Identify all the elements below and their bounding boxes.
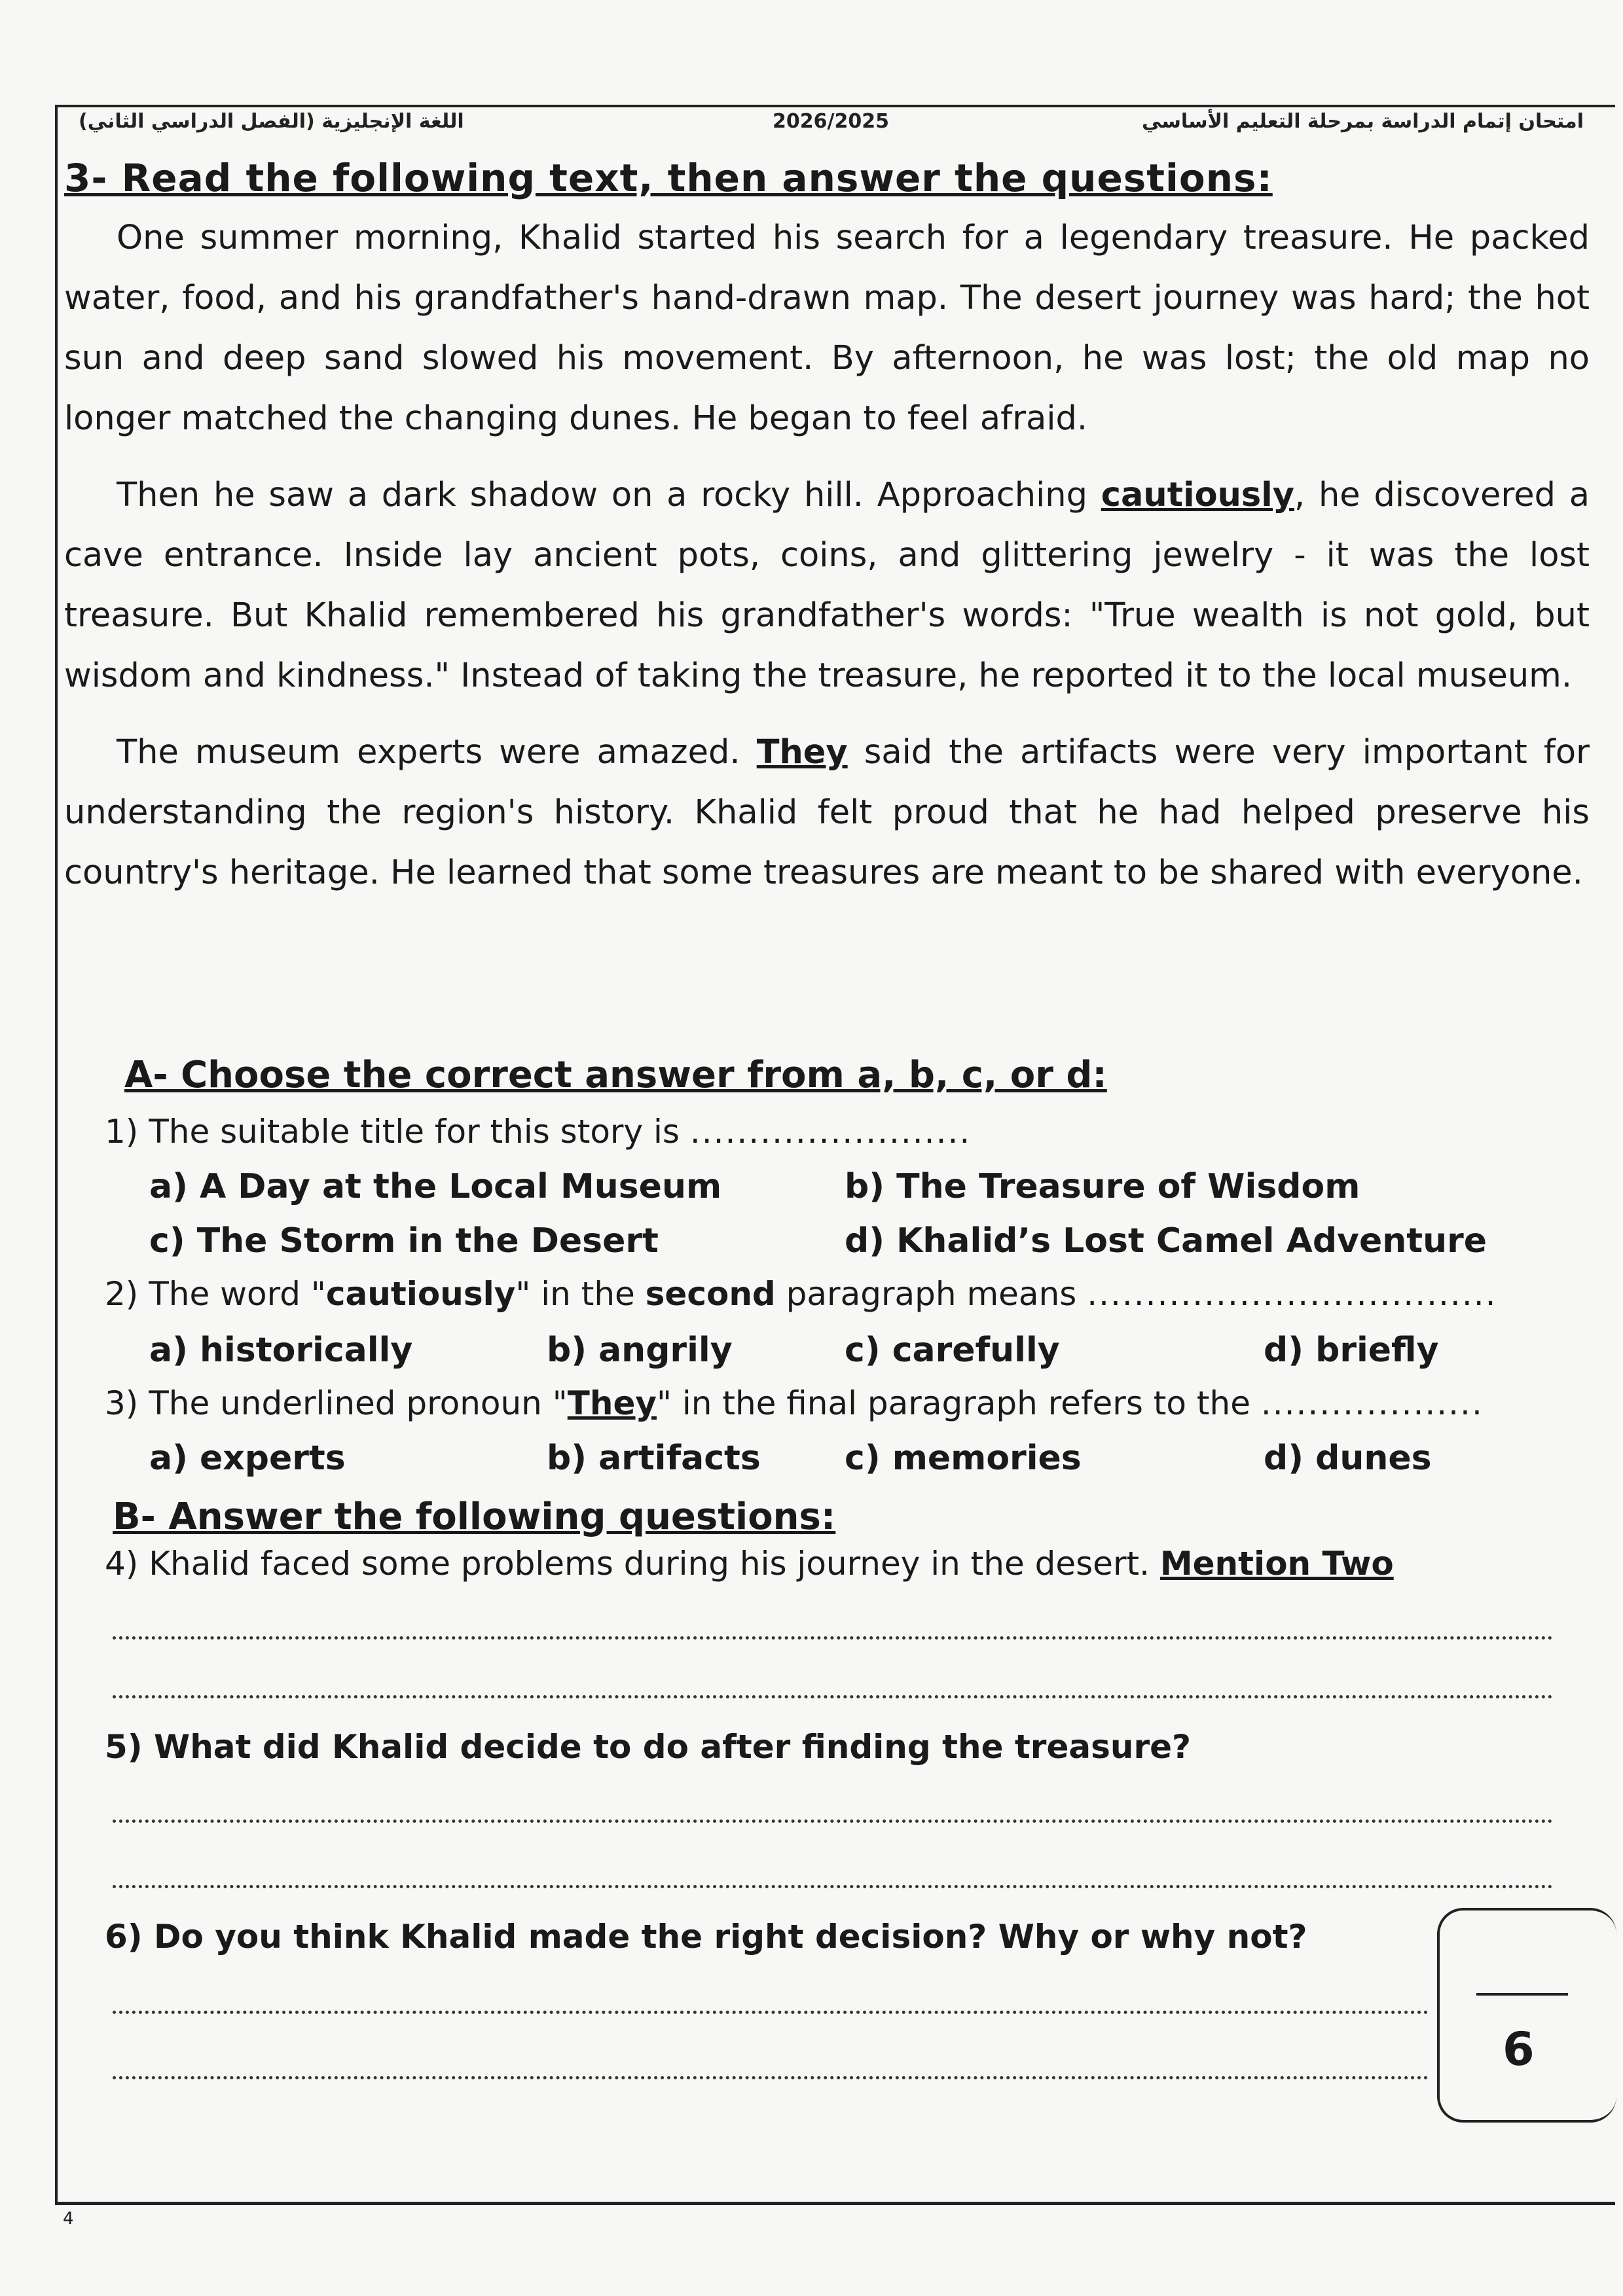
q2-mid: " in the: [515, 1275, 646, 1313]
q3-option-a[interactable]: a) experts: [149, 1439, 346, 1478]
score-divider: [1476, 1993, 1568, 1996]
section-title: 3- Read the following text, then answer the questions:: [64, 156, 1273, 200]
question-2: [105, 1275, 1497, 1313]
score-value: 6: [1503, 2022, 1535, 2076]
q2-post: paragraph means: [775, 1275, 1077, 1313]
reading-passage: [64, 208, 1590, 903]
header-exam-title: امتحان إتمام الدراسة بمرحلة التعليم الأساسي: [1142, 110, 1584, 133]
question-1: [105, 1113, 971, 1151]
q3-option-c[interactable]: c) memories: [845, 1439, 1082, 1478]
passage-paragraph-1: One summer morning, Khalid started his search for a legendary treasure. He packed water, food, and his grandfather's hand-drawn map. The desert journey was hard; the hot sun and deep sand slowed his movement. By afternoon, he was lost; the old map no longer matched the changing dunes. He began to feel afraid.: [64, 219, 1590, 438]
q3-pre: 3) The underlined pronoun ": [105, 1384, 568, 1422]
q1-option-a[interactable]: a) A Day at the Local Museum: [149, 1167, 722, 1206]
part-b-heading: B- Answer the following questions:: [113, 1496, 836, 1538]
q3-post: " in the final paragraph refers to the: [656, 1384, 1250, 1422]
header-year: 2026/2025: [773, 110, 889, 133]
passage-paragraph-2: [64, 465, 1590, 706]
answer-line[interactable]: [113, 1695, 1553, 1698]
q1-option-c[interactable]: c) The Storm in the Desert: [149, 1221, 659, 1261]
q1-blank: ........................: [689, 1113, 972, 1151]
header-subject: اللغة الإنجليزية (الفصل الدراسي الثاني): [79, 110, 464, 133]
part-a-heading: A- Choose the correct answer from a, b, c, or d:: [124, 1054, 1107, 1096]
q2-blank: ...................................: [1087, 1275, 1497, 1313]
q1-option-d[interactable]: d) Khalid’s Lost Camel Adventure: [845, 1221, 1487, 1261]
answer-line[interactable]: [113, 2011, 1429, 2014]
q2-option-a[interactable]: a) historically: [149, 1331, 413, 1370]
answer-line[interactable]: [113, 1820, 1553, 1823]
q2-word: cautiously: [325, 1275, 516, 1313]
underlined-word-cautiously: cautiously: [1101, 476, 1294, 514]
answer-line[interactable]: [113, 1636, 1553, 1640]
page-number: 4: [63, 2209, 74, 2229]
p3-text-b: said the artifacts were very important for understanding the region's history. Khalid felt proud that he had helped preserve his country's heritage. He learned that some treasures are meant to be shared with everyone.: [64, 733, 1590, 892]
question-4: [105, 1545, 1394, 1583]
q1-option-b[interactable]: b) The Treasure of Wisdom: [845, 1167, 1360, 1206]
p2-text-b: , he discovered a cave entrance. Inside lay ancient pots, coins, and glittering jewelry - it was the lost treasure. But Khalid remembered his grandfather's words: "True wealth is not gold, but wisdom and kindness." Instead of taking the treasure, he reported it to the local museum.: [64, 476, 1590, 695]
q3-word: They: [567, 1384, 657, 1422]
underlined-word-they: They: [756, 733, 848, 772]
p2-text-a: Then he saw a dark shadow on a rocky hill. Approaching: [117, 476, 1101, 514]
question-6: 6) Do you think Khalid made the right decision? Why or why not?: [105, 1918, 1307, 1956]
q1-text: 1) The suitable title for this story is: [105, 1113, 680, 1151]
q2-option-d[interactable]: d) briefly: [1264, 1331, 1439, 1370]
score-box: [1437, 1908, 1616, 2123]
q3-option-d[interactable]: d) dunes: [1264, 1439, 1432, 1478]
answer-line[interactable]: [113, 2076, 1429, 2079]
question-3: [105, 1384, 1484, 1422]
q3-blank: ...................: [1260, 1384, 1484, 1422]
q4-emphasis: Mention Two: [1159, 1545, 1394, 1583]
q2-option-b[interactable]: b) angrily: [547, 1331, 733, 1370]
q2-option-c[interactable]: c) carefully: [845, 1331, 1060, 1370]
q3-option-b[interactable]: b) artifacts: [547, 1439, 761, 1478]
passage-paragraph-3: [64, 723, 1590, 903]
answer-line[interactable]: [113, 1885, 1553, 1888]
q2-pre: 2) The word ": [105, 1275, 326, 1313]
p3-text-a: The museum experts were amazed.: [117, 733, 757, 772]
question-5: 5) What did Khalid decide to do after finding the treasure?: [105, 1728, 1192, 1766]
q2-bold: second: [645, 1275, 776, 1313]
q4-text: 4) Khalid faced some problems during his journey in the desert.: [105, 1545, 1160, 1583]
